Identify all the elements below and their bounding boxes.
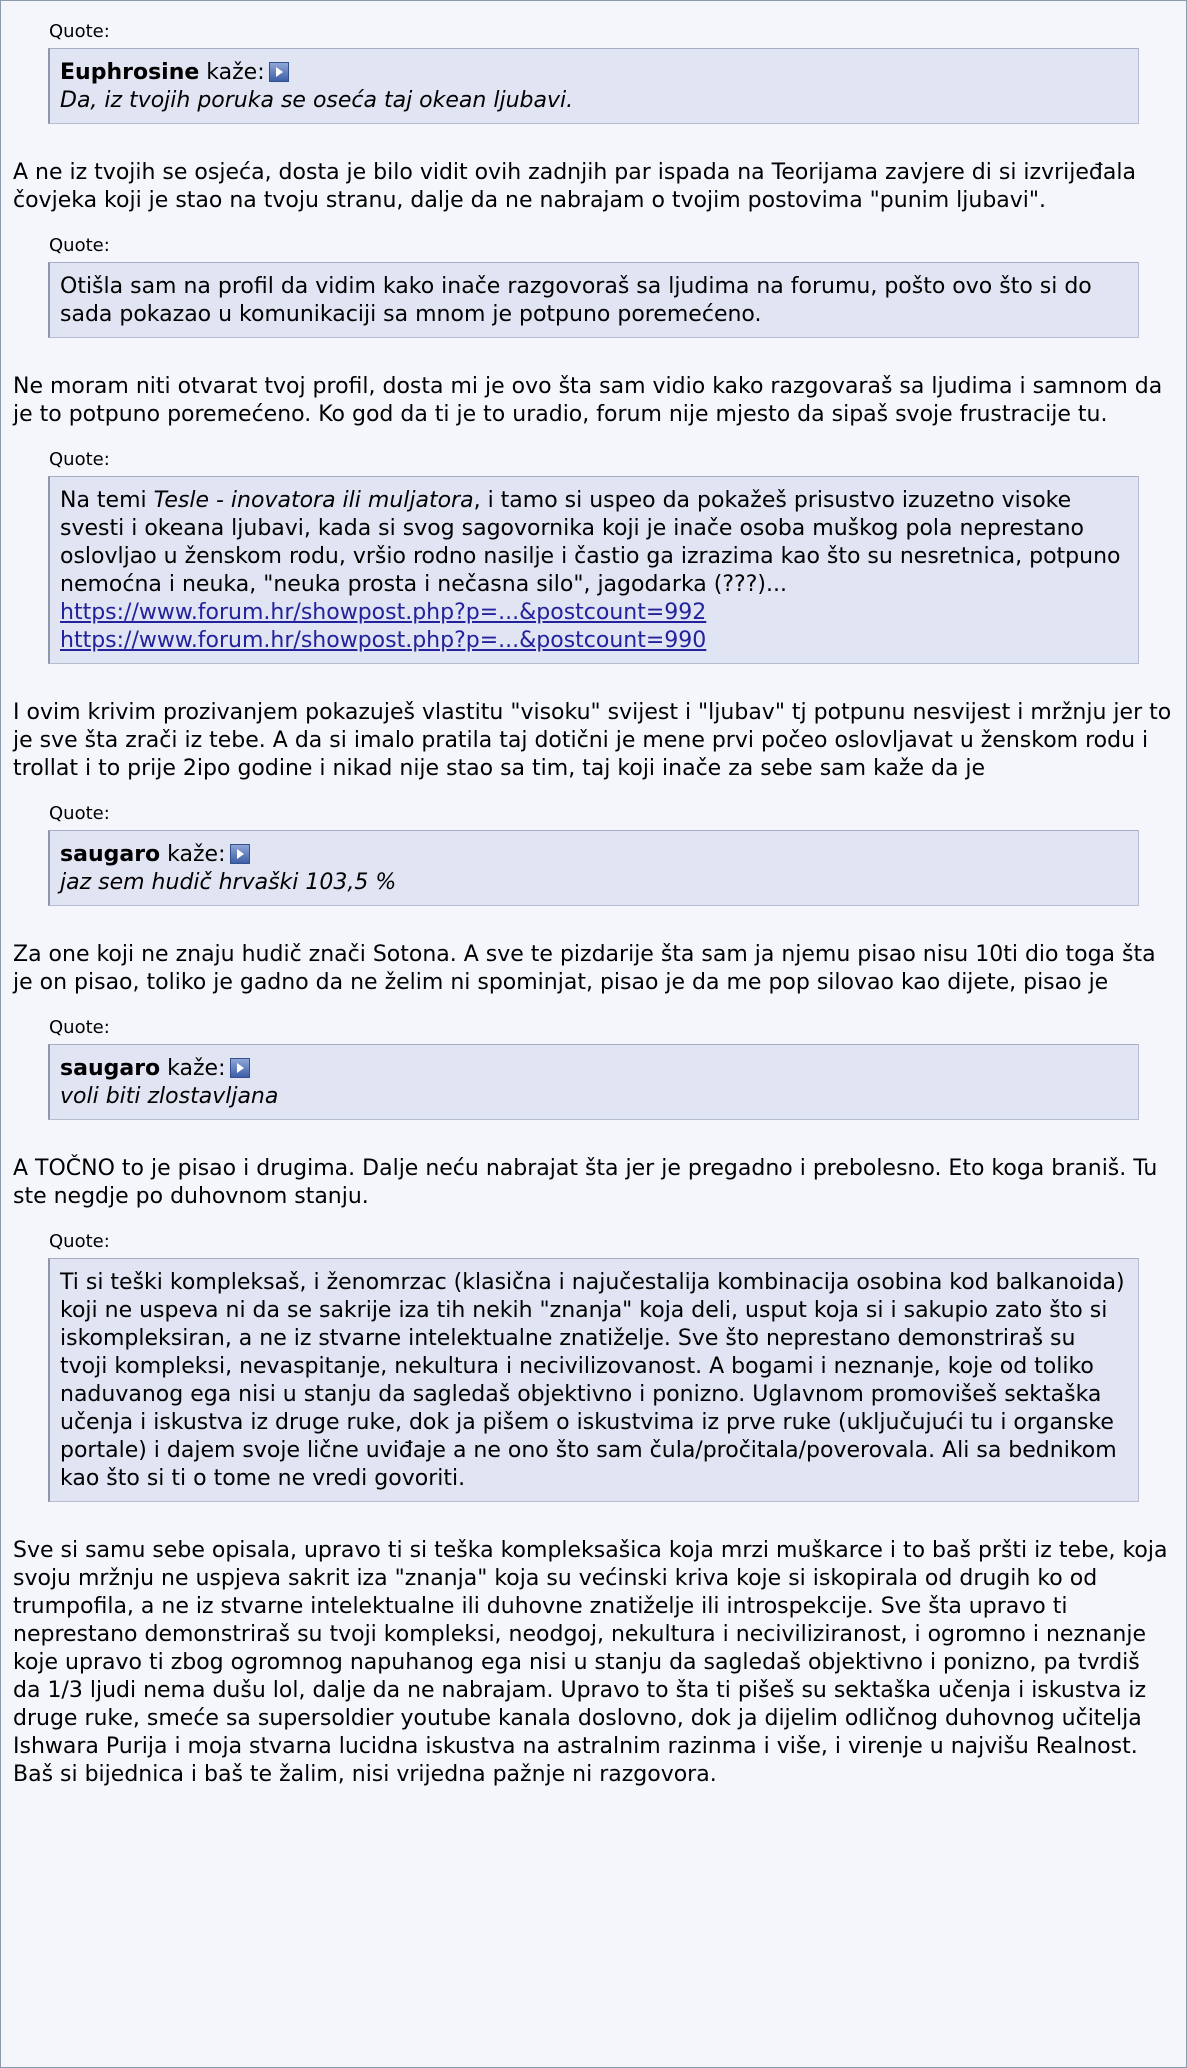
quote-block: [48, 803, 1139, 906]
quote-text: [60, 487, 1128, 599]
reply-text: A ne iz tvojih se osjeća, dosta je bilo vidit ovih zadnjih par ispada na Teorijama zavjere di si izvrijeđala čovjeka koji je stao na tvoju stranu, dalje da ne nabrajam o tvojim postovima "punim ljubavi".: [13, 160, 1136, 213]
view-post-icon[interactable]: [269, 62, 289, 82]
quote-label: Quote:: [49, 803, 110, 824]
quote-label: Quote:: [49, 1017, 110, 1038]
reply-text: Ne moram niti otvarat tvoj profil, dosta mi je ovo šta sam vidio kako razgovaraš sa ljudima i samnom da je to potpuno poremećeno. Ko god da ti je to uradio, forum nije mjesto da sipaš svoje frustracije tu.: [13, 374, 1163, 427]
quote-author: saugaro: [60, 842, 161, 867]
quote-block: [48, 449, 1139, 664]
reply-text: Za one koji ne znaju hudič znači Sotona. A sve te pizdarije šta sam ja njemu pisao nisu 10ti dio toga šta je on pisao, toliko je gadno da ne želim ni spominjat, pisao je da me pop silovao kao dijete, pisao je: [13, 942, 1156, 995]
quote-author: saugaro: [60, 1056, 161, 1081]
quote-block: [48, 1017, 1139, 1120]
quote-box: [48, 48, 1139, 124]
quote-text-part: Na temi: [60, 488, 154, 513]
view-post-icon[interactable]: [230, 1058, 250, 1078]
quote-block: [48, 1231, 1139, 1502]
quote-box: [48, 1258, 1139, 1502]
quote-text: voli biti zlostavljana: [60, 1084, 279, 1109]
quote-label: Quote:: [49, 449, 110, 470]
quote-box: [48, 1044, 1139, 1120]
quote-box: [48, 262, 1139, 338]
showpost-link[interactable]: https://www.forum.hr/showpost.php?p=...&postcount=992: [60, 600, 707, 625]
quote-box: [48, 830, 1139, 906]
quote-label: Quote:: [49, 235, 110, 256]
reply-text: I ovim krivim prozivanjem pokazuješ vlastitu "visoku" svijest i "ljubav" tj potpunu nesvijest i mržnju jer to je sve šta zrači iz tebe. A da si imalo pratila taj dotični je mene prvi počeo oslovljavat u ženskom rodu i trollat i to prije 2ipo godine i nikad nije stao sa tim, taj koji inače za sebe sam kaže da je: [13, 700, 1172, 781]
quote-text-part: , i tamo si uspeo da pokažeš prisustvo izuzetno visoke svesti i okeana ljubavi, kada si svog sagovornika koji je inače osoba muškog pola neprestano oslovljao u ženskom rodu, vršio rodno nasilje i častio ga izrazima kao što su nesretnica, potpuno nemoćna i neuka, "neuka prosta i nečasna silo", jagodarka (???)...: [60, 488, 1121, 597]
quote-author: Euphrosine: [60, 60, 200, 85]
quote-says: kaže:: [167, 1056, 226, 1081]
quote-label: Quote:: [49, 21, 110, 42]
quote-says: kaže:: [206, 60, 265, 85]
quote-text: Otišla sam na profil da vidim kako inače razgovoraš sa ljudima na forumu, pošto ovo što si do sada pokazao u komunikaciji sa mnom je potpuno poremećeno.: [60, 274, 1092, 327]
quote-text: jaz sem hudič hrvaški 103,5 %: [60, 870, 397, 895]
quote-box: [48, 476, 1139, 664]
view-post-icon[interactable]: [230, 844, 250, 864]
quote-text: Da, iz tvojih poruka se oseća taj okean ljubavi.: [60, 88, 574, 113]
showpost-link[interactable]: https://www.forum.hr/showpost.php?p=...&postcount=990: [60, 628, 707, 653]
quote-says: kaže:: [167, 842, 226, 867]
quote-text: Ti si teški kompleksaš, i ženomrzac (klasična i najučestalija kombinacija osobina kod balkanoida) koji ne uspeva ni da se sakrije iza tih nekih "znanja" koja deli, usput koja si i sakupio zato što si iskompleksiran, a ne iz stvarne intelektualne znatiželje. Sve što neprestano demonstriraš su tvoji kompleksi, nevaspitanje, nekultura i necivilizovanost. A bogami i neznanje, koje od toliko naduvanog ega nisi u stanju da sagledaš objektivno i ponizno. Uglavnom promovišeš sektaška učenja i iskustva iz druge ruke, dok ja pišem o iskustvima iz prve ruke (uključujući tu i organske portale) i dajem svoje lične uviđaje a ne ono što sam čula/pročitala/poverovala. Ali sa bednikom kao što si ti o tome ne vredi govoriti.: [60, 1270, 1125, 1491]
quote-label: Quote:: [49, 1231, 110, 1252]
quoted-thread-title: Tesle - inovatora ili muljatora: [153, 488, 474, 513]
quote-block: [48, 21, 1139, 124]
reply-text: Sve si samu sebe opisala, upravo ti si teška kompleksašica koja mrzi muškarce i to baš pršti iz tebe, koja svoju mržnju ne uspjeva sakrit iza "znanja" koja su većinski kriva koje si iskopirala od drugih ko od trumpofila, a ne iz stvarne intelektualne ili duhovne znatiželje ili introspekcije. Sve šta upravo ti neprestano demonstriraš su tvoji kompleksi, neodgoj, nekultura i neciviliziranost, i ogromno i neznanje koje upravo ti zbog ogromnog napuhanog ega nisi u stanju da sagledaš objektivno i ponizno, pa tvrdiš da 1/3 ljudi nema dušu lol, dalje da ne nabrajam. Upravo to šta ti pišeš su sektaška učenja i iskustva iz druge ruke, smeće sa supersoldier youtube kanala doslovno, dok ja dijelim odličnog duhovnog učitelja Ishwara Purija i moja stvarna lucidna iskustva na astralnim razinma i više, i virenje u najvišu Realnost. Baš si bijednica i baš te žalim, nisi vrijedna pažnje ni razgovora.: [13, 1538, 1168, 1787]
reply-text: A TOČNO to je pisao i drugima. Dalje neću nabrajat šta jer je pregadno i prebolesno. Eto koga braniš. Tu ste negdje po duhovnom stanju.: [13, 1156, 1158, 1209]
quote-block: [48, 235, 1139, 338]
